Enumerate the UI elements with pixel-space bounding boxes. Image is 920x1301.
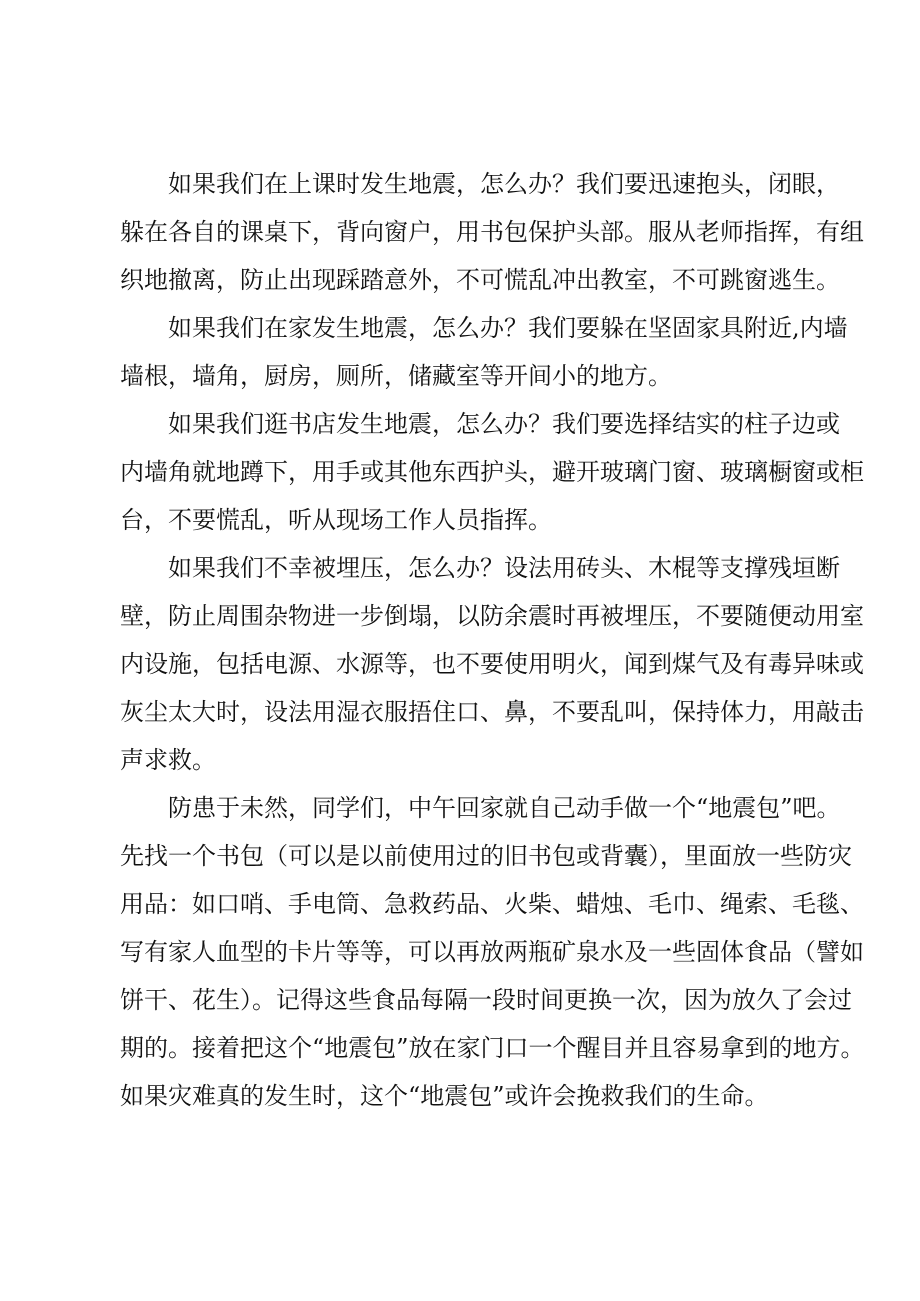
paragraph-earthquake-kit xyxy=(120,784,865,1120)
paragraph-line: 内墙角就地蹲下，用手或其他东西护头，避开玻璃门窗、玻璃橱窗或柜 xyxy=(120,458,864,486)
paragraph-line: 台，不要慌乱，听从现场工作人员指挥。 xyxy=(120,506,552,534)
paragraph-line: 先找一个书包（可以是以前使用过的旧书包或背囊），里面放一些防灾 xyxy=(120,842,852,870)
paragraph-line: 声求救。 xyxy=(120,746,216,774)
paragraph-bookstore xyxy=(120,400,864,544)
paragraph-line: 内设施，包括电源、水源等，也不要使用明火，闻到煤气及有毒异味或 xyxy=(120,650,864,678)
paragraph-line: 如果我们逛书店发生地震，怎么办？我们要选择结实的柱子边或 xyxy=(168,410,840,438)
paragraph-line: 用品：如口哨、手电筒、急救药品、火柴、蜡烛、毛巾、绳索、毛毯、 xyxy=(120,890,864,918)
paragraph-classroom xyxy=(120,160,864,304)
paragraph-line: 如果我们在上课时发生地震，怎么办？我们要迅速抱头，闭眼， xyxy=(168,170,840,198)
paragraph-line: 期的。接着把这个“地震包”放在家门口一个醒目并且容易拿到的地方。 xyxy=(120,1034,865,1062)
paragraph-line: 饼干、花生）。记得这些食品每隔一段时间更换一次，因为放久了会过 xyxy=(120,986,852,1014)
paragraph-line: 织地撤离，防止出现踩踏意外，不可慌乱冲出教室，不可跳窗逃生。 xyxy=(120,266,840,294)
paragraph-line: 墙根，墙角，厨房，厕所，储藏室等开间小的地方。 xyxy=(120,362,672,390)
paragraph-line: 躲在各自的课桌下，背向窗户，用书包保护头部。服从老师指挥，有组 xyxy=(120,218,864,246)
paragraph-home xyxy=(120,304,848,400)
paragraph-trapped xyxy=(120,544,864,784)
document-page xyxy=(120,160,865,1120)
paragraph-line: 如果我们在家发生地震，怎么办？我们要躲在坚固家具附近,内墙 xyxy=(168,314,848,342)
paragraph-line: 如果我们不幸被埋压，怎么办？设法用砖头、木棍等支撑残垣断 xyxy=(168,554,840,582)
paragraph-line: 防患于未然，同学们，中午回家就自己动手做一个“地震包”吧。 xyxy=(168,794,841,822)
paragraph-line: 如果灾难真的发生时，这个“地震包”或许会挽救我们的生命。 xyxy=(120,1082,769,1110)
paragraph-line: 灰尘太大时，设法用湿衣服捂住口、鼻，不要乱叫，保持体力，用敲击 xyxy=(120,698,864,726)
paragraph-line: 写有家人血型的卡片等等，可以再放两瓶矿泉水及一些固体食品（譬如 xyxy=(120,938,864,966)
paragraph-line: 壁，防止周围杂物进一步倒塌，以防余震时再被埋压，不要随便动用室 xyxy=(120,602,864,630)
